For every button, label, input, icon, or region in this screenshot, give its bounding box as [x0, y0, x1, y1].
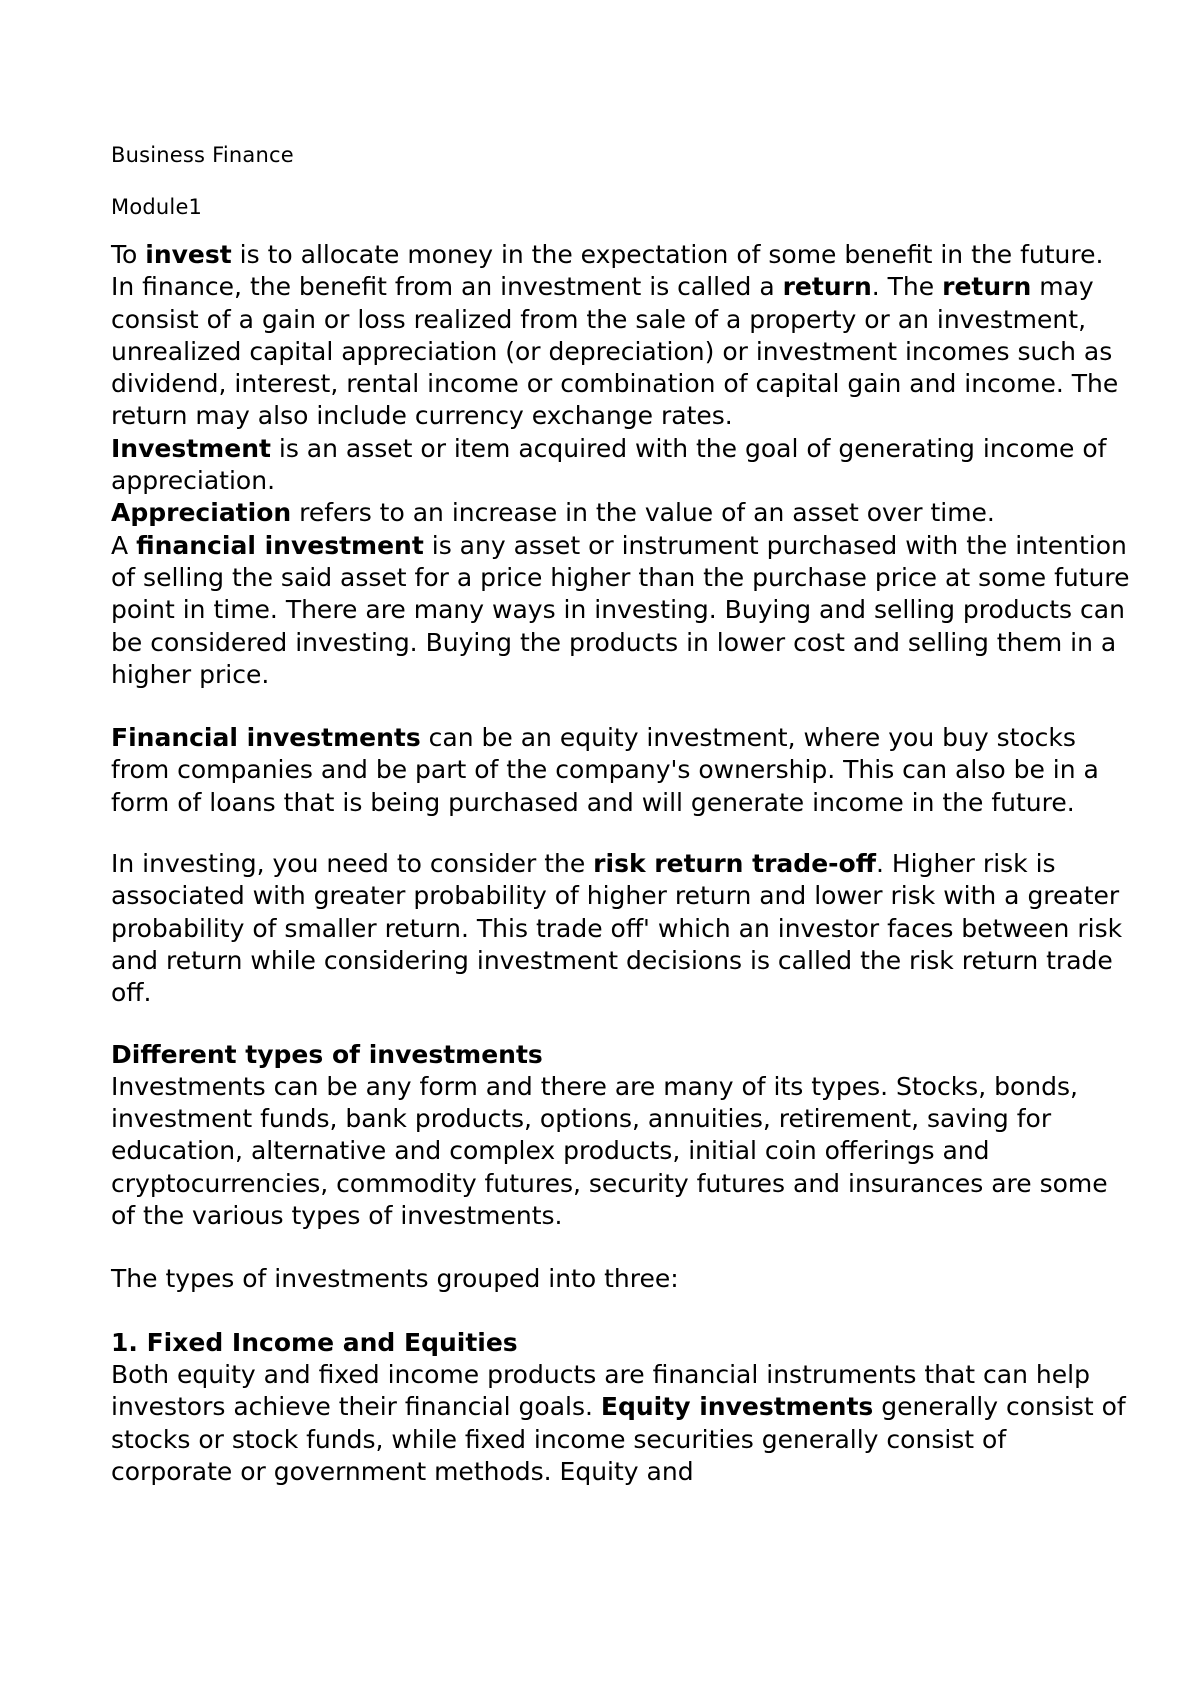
- paragraph-appreciation-definition: [111, 497, 1131, 529]
- term-return: return: [942, 272, 1032, 302]
- term-financial-investment: financial investment: [136, 530, 424, 560]
- term-risk-return-trade-off: risk return trade-off: [593, 849, 876, 879]
- text-span: To: [111, 240, 146, 269]
- section-heading-fixed-income: 1. Fixed Income and Equities: [111, 1327, 518, 1357]
- text-span: is any asset or instrument purchased with the intention of selling the said asset for a price higher than the purchase price at some future point in time. There are many ways in investing. Buying and selling products can be considered investing. Buying the products in lower cost and selling them in a higher price.: [111, 530, 1130, 689]
- paragraph-financial-investments: [111, 722, 1131, 819]
- term-investment: Investment: [111, 433, 271, 463]
- paragraph-types-of-investments: Investments can be any form and there are many of its types. Stocks, bonds, investment funds, bank products, options, annuities, retirement, saving for education, alternative and complex products, initial coin offerings and cryptocurrencies, commodity futures, security futures and insurances are some of the various types of investments.: [111, 1071, 1108, 1231]
- module-label: Module1: [111, 195, 203, 219]
- section-heading-types: Different types of investments: [111, 1039, 543, 1069]
- term-invest: invest: [145, 240, 232, 269]
- text-span: In investing, you need to consider the: [111, 849, 594, 879]
- text-span: . The: [871, 272, 943, 302]
- paragraph-risk-return: [111, 848, 1131, 1009]
- text-span: A: [111, 530, 137, 560]
- text-span: . Higher risk is associated with greater probability of higher return and lower risk with a greater probability of smaller return. This trade off' which an investor faces between risk and return while considering investment decisions is called the risk return trade off.: [111, 849, 1123, 1008]
- paragraph-investment-definition: [111, 433, 1131, 498]
- paragraph-financial-investment-definition: [111, 530, 1131, 691]
- term-appreciation: Appreciation: [111, 498, 292, 528]
- term-financial-investments: Financial investments: [111, 723, 421, 753]
- text-span: is to allocate money in the expectation of some benefit in the future. In finance, the benefit from an investment is called a: [111, 240, 1104, 302]
- term-equity-investments: Equity investments: [600, 1392, 874, 1422]
- paragraph-fixed-income-equities: [111, 1359, 1131, 1488]
- text-span: generally consist of stocks or stock funds, while fixed income securities generally consist of corporate or government methods. Equity and: [111, 1392, 1126, 1486]
- term-return: return: [782, 272, 872, 302]
- text-span: Both equity and fixed income products are financial instruments that can help investors achieve their financial goals.: [111, 1359, 1090, 1422]
- document-page: [111, 140, 1131, 1488]
- paragraph-invest-definition: [111, 239, 1131, 433]
- text-span: can be an equity investment, where you buy stocks from companies and be part of the company's ownership. This can also be in a form of loans that is being purchased and will generate income in the future.: [111, 723, 1099, 817]
- document-title: Business Finance: [111, 143, 294, 167]
- text-span: is an asset or item acquired with the goal of generating income of appreciation.: [111, 433, 1107, 496]
- text-span: refers to an increase in the value of an asset over time.: [291, 498, 995, 528]
- text-span: may consist of a gain or loss realized from the sale of a property or an investment, unrealized capital appreciation (or depreciation) or investment incomes such as dividend, interest, rental income or combination of capital gain and income. The return may also include currency exchange rates.: [111, 272, 1119, 431]
- paragraph-types-grouped: The types of investments grouped into three:: [111, 1264, 679, 1294]
- document-body: [111, 239, 1131, 1488]
